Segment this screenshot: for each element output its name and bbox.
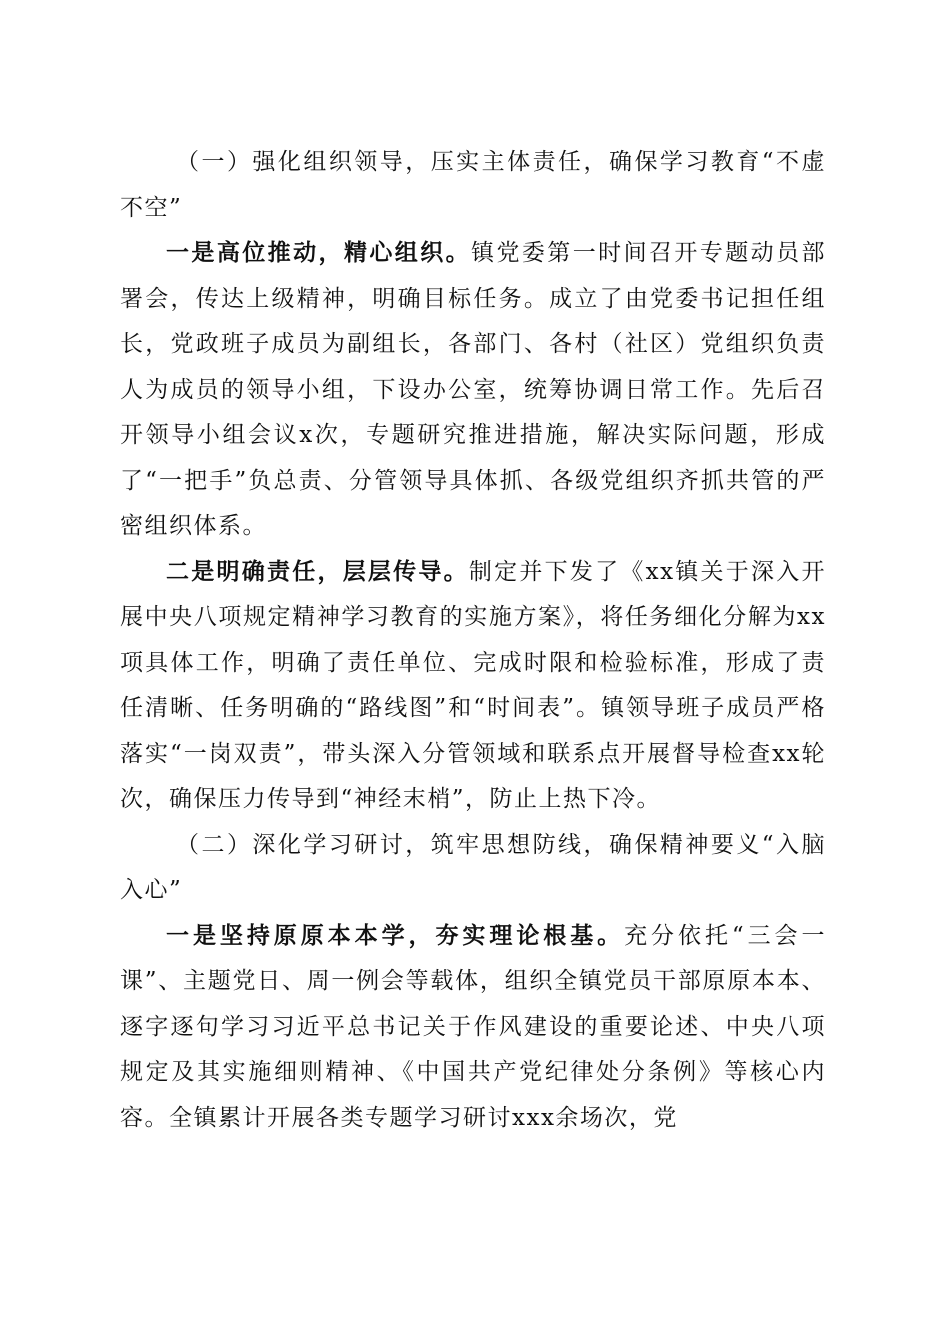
paragraph-clear-responsibility bbox=[120, 550, 826, 823]
paragraph-text: 镇党委第一时间召开专题动员部署会，传达上级精神，明确目标任务。成立了由党委书记担任组长，党政班子成员为副组长，各部门、各村（社区）党组织负责人为成员的领导小组，下设办公室，统筹协调日常工作。先后召开领导小组会议x次，专题研究推进措施，解决实际问题，形成了“一把手”负总责、分管领导具体抓、各级党组织齐抓共管的严密组织体系。 bbox=[120, 240, 827, 539]
section-heading-2: （二）深化学习研讨，筑牢思想防线，确保精神要义“入脑入心” bbox=[120, 831, 826, 903]
section-heading-1: （一）强化组织领导，压实主体责任，确保学习教育“不虚不空” bbox=[120, 149, 826, 221]
paragraph-lead: 一是坚持原原本本学，夯实理论根基。 bbox=[166, 922, 625, 949]
paragraph-text: 制定并下发了《xx镇关于深入开展中央八项规定精神学习教育的实施方案》，将任务细化分解为xx项具体工作，明确了责任单位、完成时限和检验标准，形成了责任清晰、任务明确的“路线图”和“时间表”。镇领导班子成员严格落实“一岗双责”，带头深入分管领域和联系点开展督导检查xx轮次，确保压力传导到“神经末梢”，防止上热下冷。 bbox=[120, 558, 826, 812]
paragraph-text: 充分依托“三会一课”、主题党日、周一例会等载体，组织全镇党员干部原原本本、逐字逐句学习习近平总书记关于作风建设的重要论述、中央八项规定及其实施细则精神、《中国共产党纪律处分条例》等核心内容。全镇累计开展各类专题学习研讨xxx余场次，党 bbox=[120, 922, 826, 1131]
paragraph-lead: 一是高位推动，精心组织。 bbox=[166, 240, 472, 266]
paragraph-original-study bbox=[120, 914, 826, 1142]
paragraph-lead: 二是明确责任，层层传导。 bbox=[166, 558, 469, 585]
document-body bbox=[120, 140, 826, 1141]
paragraph-high-level-promotion bbox=[120, 231, 826, 550]
